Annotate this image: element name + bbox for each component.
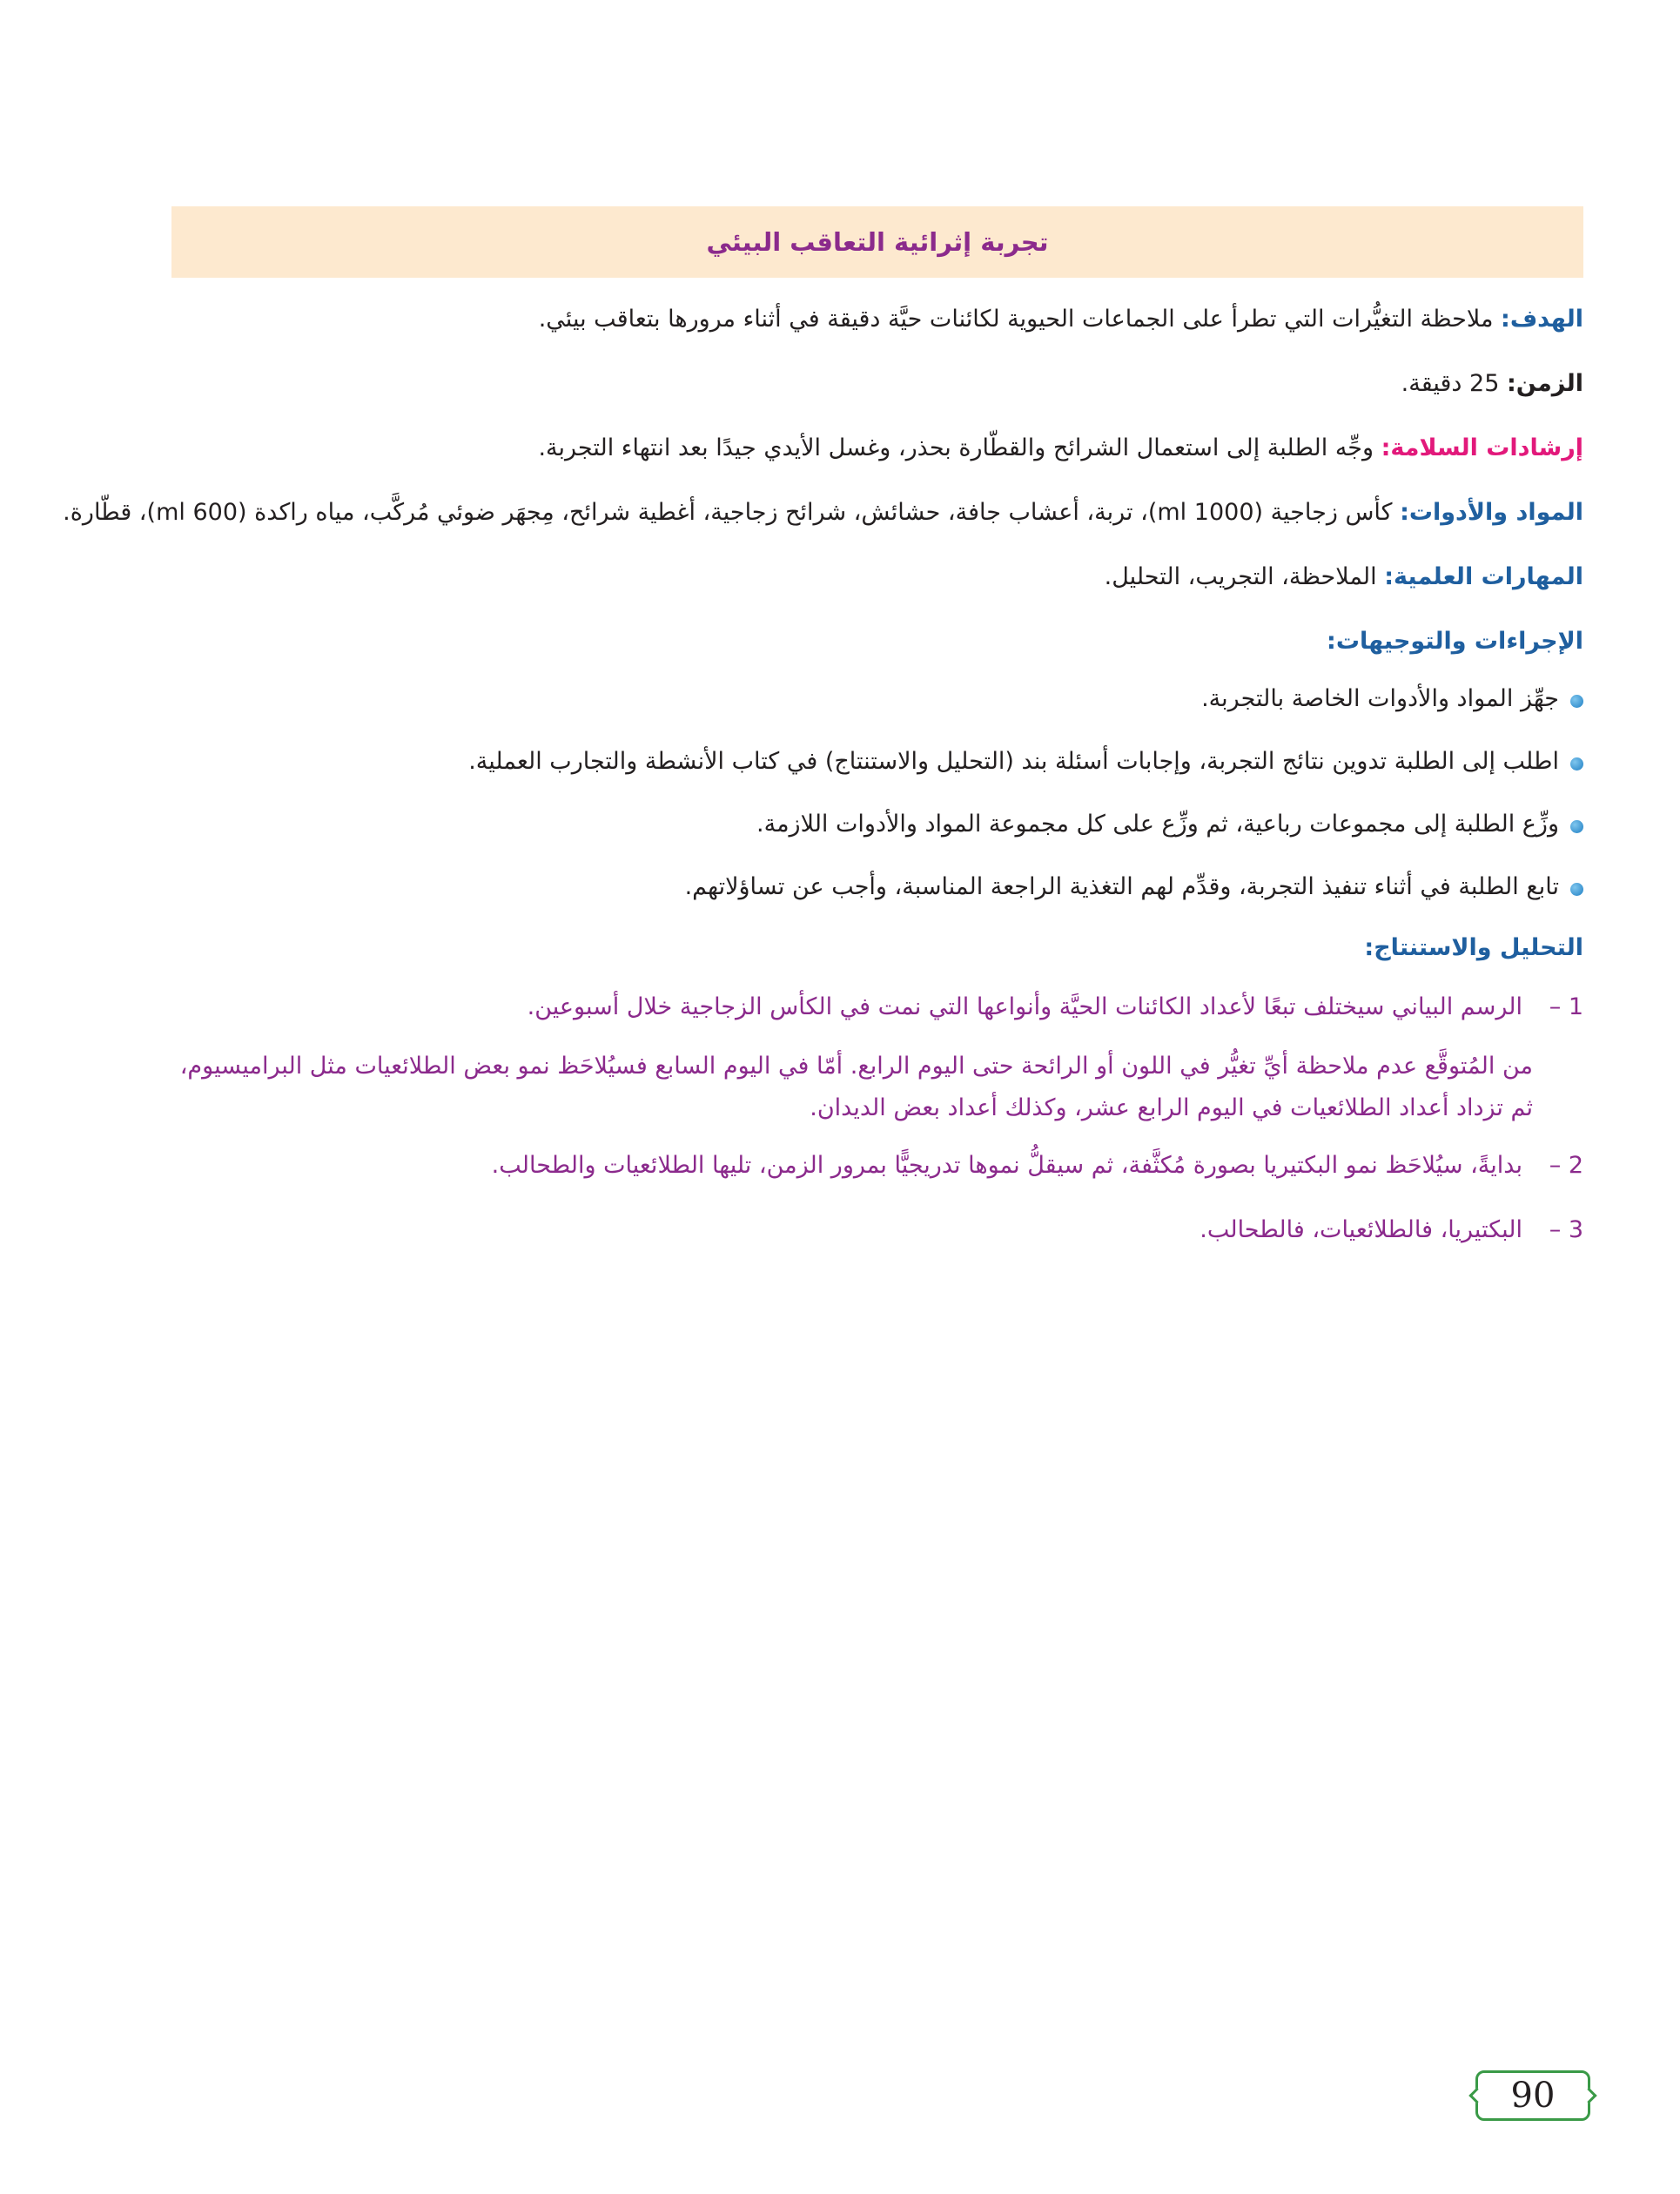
answer-number: 2 –	[1549, 1152, 1583, 1179]
procedure-text: وزِّع الطلبة إلى مجموعات رباعية، ثم وزِّع على كل مجموعة المواد والأدوات اللازمة.	[756, 811, 1559, 838]
bullet-icon	[1570, 695, 1583, 708]
answer-3	[163, 1211, 1583, 1249]
goal-text: ملاحظة التغيُّرات التي تطرأ على الجماعات الحيوية لكائنات حيَّة دقيقة في أثناء مرورها بتعاقب بيئي.	[538, 306, 1502, 333]
answer-1-detail-line-2: ثم تزداد أعداد الطلائعيات في اليوم الرابع عشر، وكذلك أعداد بعض الديدان.	[810, 1094, 1533, 1121]
answer-number: 1 –	[1549, 993, 1583, 1020]
skills-text: الملاحظة، التجريب، التحليل.	[1104, 563, 1385, 590]
skills-label: المهارات العلمية:	[1384, 563, 1583, 590]
bullet-icon	[1570, 820, 1583, 833]
answer-1	[163, 988, 1583, 1026]
bullet-icon	[1570, 883, 1583, 896]
safety-label: إرشادات السلامة:	[1381, 434, 1583, 461]
answer-text: الرسم البياني سيختلف تبعًا لأعداد الكائنات الحيَّة وأنواعها التي نمت في الكأس الزجاجية خلال أسبوعين.	[527, 993, 1522, 1020]
list-item	[163, 868, 1583, 906]
bullet-icon	[1570, 757, 1583, 771]
answer-1-detail-line-1: من المُتوقَّع عدم ملاحظة أيِّ تغيُّر في اللون أو الرائحة حتى اليوم الرابع. أمّا في اليوم السابع فسيُلاحَظ نمو بعض الطلائعيات مثل البراميسيوم،	[179, 1053, 1533, 1080]
analysis-heading: التحليل والاستنتاج:	[1364, 934, 1583, 961]
materials-text: كأس زجاجية (1000 ml)، تربة، أعشاب جافة، حشائش، شرائح زجاجية، أغطية شرائح، مِجهَر ضوئي مُركَّب، مياه راكدة (600 ml)، قطّارة.	[63, 499, 1401, 526]
page-title: تجربة إثرائية التعاقب البيئي	[706, 227, 1049, 257]
answer-text: بدايةً، سيُلاحَظ نمو البكتيريا بصورة مُكثَّفة، ثم سيقلُّ نموها تدريجيًّا بمرور الزمن، تليها الطلائعيات والطحالب.	[491, 1152, 1522, 1179]
answer-text: البكتيريا، فالطلائعيات، فالطحالب.	[1200, 1216, 1522, 1243]
procedure-text: اطلب إلى الطلبة تدوين نتائج التجربة، وإجابات أسئلة بند (التحليل والاستنتاج) في كتاب الأنشطة والتجارب العملية.	[468, 748, 1559, 775]
materials-row	[63, 494, 1583, 532]
list-item	[163, 743, 1583, 781]
procedure-text: تابع الطلبة في أثناء تنفيذ التجربة، وقدِّم لهم التغذية الراجعة المناسبة، وأجب عن تساؤلاتهم.	[684, 873, 1559, 900]
time-row	[163, 365, 1583, 403]
time-label: الزمن:	[1506, 370, 1583, 397]
procedures-heading: الإجراءات والتوجيهات:	[1327, 628, 1583, 655]
list-item	[163, 805, 1583, 844]
materials-label: المواد والأدوات:	[1400, 499, 1583, 526]
content	[63, 300, 1583, 1249]
answer-2	[163, 1147, 1583, 1185]
skills-row	[163, 558, 1583, 596]
page-number-badge	[1475, 2070, 1590, 2121]
safety-text: وجِّه الطلبة إلى استعمال الشرائح والقطّارة بحذر، وغسل الأيدي جيدًا بعد انتهاء التجربة.	[538, 434, 1381, 461]
safety-row	[163, 429, 1583, 468]
time-text: 25 دقيقة.	[1401, 370, 1507, 397]
procedures-list	[163, 680, 1583, 906]
page-number: 90	[1510, 2076, 1556, 2116]
answer-number: 3 –	[1549, 1216, 1583, 1243]
procedure-text: جهِّز المواد والأدوات الخاصة بالتجربة.	[1201, 685, 1559, 712]
goal-label: الهدف:	[1501, 306, 1583, 333]
goal-row	[163, 300, 1583, 339]
list-item	[163, 680, 1583, 718]
title-bar	[171, 206, 1583, 278]
